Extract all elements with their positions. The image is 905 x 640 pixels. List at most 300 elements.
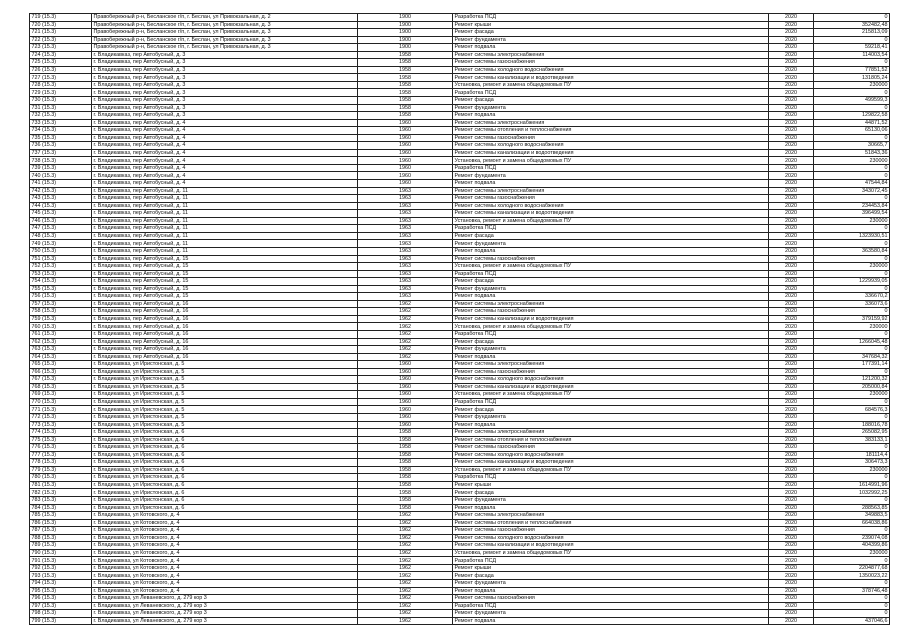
cost-cell: 0 [814,285,890,293]
row-number-cell: 743 (15.3) [30,195,92,203]
table-row [30,323,890,331]
address-cell: г. Владикавказ, пер Автобусный, д. 4 [92,172,358,180]
table-row [30,142,890,150]
plan-year-cell: 2020 [769,14,814,22]
address-cell: Правобережный р-н, Бесланское г/п, г. Беслан, ул Привокзальная, д. 3 [92,36,358,44]
cost-cell: 0 [814,14,890,22]
table-row [30,587,890,595]
row-number-cell: 752 (15.3) [30,263,92,271]
address-cell: г. Владикавказ, ул Котовского, д. 4 [92,527,358,535]
address-cell: г. Владикавказ, пер Автобусный, д. 16 [92,338,358,346]
row-number-cell: 779 (15.3) [30,466,92,474]
work-type-cell: Ремонт фасада [453,338,769,346]
row-number-cell: 796 (15.3) [30,595,92,603]
build-year-cell: 1960 [358,383,453,391]
work-type-cell: Ремонт системы электроснабжения [453,361,769,369]
cost-cell: 121200,32 [814,376,890,384]
build-year-cell: 1960 [358,142,453,150]
table-row [30,338,890,346]
row-number-cell: 791 (15.3) [30,557,92,565]
cost-cell: 396499,54 [814,210,890,218]
work-type-cell: Ремонт подвала [453,247,769,255]
table-row [30,595,890,603]
row-number-cell: 773 (15.3) [30,421,92,429]
table-row [30,89,890,97]
build-year-cell: 1900 [358,29,453,37]
build-year-cell: 1963 [358,195,453,203]
address-cell: г. Владикавказ, пер Автобусный, д. 16 [92,346,358,354]
cost-cell: 336670,2 [814,293,890,301]
row-number-cell: 745 (15.3) [30,210,92,218]
cost-cell: 0 [814,413,890,421]
table-row [30,225,890,233]
cost-cell: 336073,6 [814,300,890,308]
cost-cell: 0 [814,270,890,278]
plan-year-cell: 2020 [769,119,814,127]
work-type-cell: Разработка ПСД [453,330,769,338]
build-year-cell: 1958 [358,51,453,59]
table-row [30,255,890,263]
plan-year-cell: 2020 [769,421,814,429]
table-row [30,81,890,89]
address-cell: г. Владикавказ, ул Иристонская, д. 5 [92,368,358,376]
row-number-cell: 798 (15.3) [30,610,92,618]
cost-cell: 0 [814,240,890,248]
build-year-cell: 1960 [358,164,453,172]
address-cell: г. Владикавказ, пер Автобусный, д. 3 [92,51,358,59]
cost-cell: 265082,95 [814,429,890,437]
cost-cell: 177391,14 [814,361,890,369]
work-type-cell: Ремонт подвала [453,353,769,361]
plan-year-cell: 2020 [769,36,814,44]
row-number-cell: 749 (15.3) [30,240,92,248]
cost-cell: 349883,5 [814,512,890,520]
build-year-cell: 1960 [358,398,453,406]
row-number-cell: 797 (15.3) [30,602,92,610]
work-type-cell: Ремонт системы газоснабжения [453,527,769,535]
build-year-cell: 1958 [358,66,453,74]
address-cell: г. Владикавказ, ул Иристонская, д. 5 [92,421,358,429]
cost-cell: 1614991,96 [814,481,890,489]
build-year-cell: 1960 [358,157,453,165]
build-year-cell: 1958 [358,497,453,505]
address-cell: г. Владикавказ, ул Леваневского, д. 279 кор 3 [92,610,358,618]
plan-year-cell: 2020 [769,270,814,278]
address-cell: г. Владикавказ, ул Иристонская, д. 6 [92,444,358,452]
build-year-cell: 1962 [358,580,453,588]
plan-year-cell: 2020 [769,59,814,67]
cost-cell: 44871,52 [814,119,890,127]
build-year-cell: 1958 [358,436,453,444]
cost-cell: 0 [814,195,890,203]
build-year-cell: 1962 [358,353,453,361]
address-cell: г. Владикавказ, пер Автобусный, д. 4 [92,157,358,165]
work-type-cell: Разработка ПСД [453,398,769,406]
plan-year-cell: 2020 [769,74,814,82]
work-type-cell: Ремонт подвала [453,112,769,120]
work-type-cell: Ремонт фундамента [453,580,769,588]
work-type-cell: Ремонт фундамента [453,104,769,112]
work-type-cell: Ремонт фундамента [453,285,769,293]
plan-year-cell: 2020 [769,51,814,59]
build-year-cell: 1958 [358,97,453,105]
cost-cell: 230000 [814,81,890,89]
table-row [30,293,890,301]
build-year-cell: 1900 [358,36,453,44]
build-year-cell: 1900 [358,44,453,52]
address-cell: г. Владикавказ, ул Котовского, д. 4 [92,587,358,595]
plan-year-cell: 2020 [769,315,814,323]
table-row [30,232,890,240]
work-type-cell: Установка, ремонт и замена общедомовых ПУ [453,81,769,89]
plan-year-cell: 2020 [769,247,814,255]
build-year-cell: 1962 [358,519,453,527]
build-year-cell: 1958 [358,481,453,489]
row-number-cell: 790 (15.3) [30,549,92,557]
row-number-cell: 778 (15.3) [30,459,92,467]
row-number-cell: 764 (15.3) [30,353,92,361]
plan-year-cell: 2020 [769,104,814,112]
build-year-cell: 1960 [358,149,453,157]
plan-year-cell: 2020 [769,398,814,406]
address-cell: г. Владикавказ, пер Автобусный, д. 11 [92,225,358,233]
plan-year-cell: 2020 [769,557,814,565]
plan-year-cell: 2020 [769,481,814,489]
work-type-cell: Ремонт системы электроснабжения [453,512,769,520]
cost-cell: 215813,09 [814,29,890,37]
address-cell: г. Владикавказ, пер Автобусный, д. 16 [92,300,358,308]
plan-year-cell: 2020 [769,285,814,293]
plan-year-cell: 2020 [769,66,814,74]
cost-cell: 0 [814,225,890,233]
build-year-cell: 1962 [358,330,453,338]
work-type-cell: Ремонт системы электроснабжения [453,300,769,308]
plan-year-cell: 2020 [769,564,814,572]
row-number-cell: 795 (15.3) [30,587,92,595]
address-cell: г. Владикавказ, пер Автобусный, д. 11 [92,247,358,255]
address-cell: г. Владикавказ, ул Иристонская, д. 6 [92,481,358,489]
table-row [30,51,890,59]
row-number-cell: 765 (15.3) [30,361,92,369]
table-row [30,527,890,535]
plan-year-cell: 2020 [769,527,814,535]
plan-year-cell: 2020 [769,413,814,421]
address-cell: г. Владикавказ, пер Автобусный, д. 16 [92,330,358,338]
cost-cell: 1323930,51 [814,232,890,240]
cost-cell: 499599,3 [814,97,890,105]
table-row [30,134,890,142]
row-number-cell: 780 (15.3) [30,474,92,482]
cost-cell: 363580,84 [814,247,890,255]
cost-cell: 114003,54 [814,51,890,59]
table-row [30,112,890,120]
cost-cell: 230000 [814,549,890,557]
plan-year-cell: 2020 [769,157,814,165]
plan-year-cell: 2020 [769,210,814,218]
address-cell: г. Владикавказ, ул Иристонская, д. 6 [92,459,358,467]
plan-year-cell: 2020 [769,602,814,610]
plan-year-cell: 2020 [769,142,814,150]
row-number-cell: 786 (15.3) [30,519,92,527]
row-number-cell: 787 (15.3) [30,527,92,535]
table-row [30,459,890,467]
cost-cell: 47544,84 [814,180,890,188]
cost-cell: 188016,78 [814,421,890,429]
cost-cell: 65130,06 [814,127,890,135]
table-row [30,149,890,157]
build-year-cell: 1960 [358,172,453,180]
build-year-cell: 1962 [358,610,453,618]
plan-year-cell: 2020 [769,572,814,580]
cost-cell: 0 [814,398,890,406]
work-type-cell: Ремонт подвала [453,293,769,301]
row-number-cell: 722 (15.3) [30,36,92,44]
plan-year-cell: 2020 [769,549,814,557]
plan-year-cell: 2020 [769,451,814,459]
build-year-cell: 1962 [358,338,453,346]
plan-year-cell: 2020 [769,149,814,157]
build-year-cell: 1962 [358,587,453,595]
work-type-cell: Ремонт фасада [453,29,769,37]
cost-cell: 0 [814,602,890,610]
build-year-cell: 1962 [358,549,453,557]
table-row [30,466,890,474]
address-cell: г. Владикавказ, пер Автобусный, д. 11 [92,240,358,248]
cost-cell: 30665,7 [814,142,890,150]
build-year-cell: 1958 [358,81,453,89]
work-type-cell: Ремонт системы канализации и водоотведения [453,383,769,391]
table-row [30,44,890,52]
cost-cell: 205000,84 [814,383,890,391]
address-cell: г. Владикавказ, пер Автобусный, д. 16 [92,353,358,361]
work-type-cell: Ремонт системы газоснабжения [453,59,769,67]
address-cell: г. Владикавказ, пер Автобусный, д. 11 [92,232,358,240]
table-row [30,240,890,248]
row-number-cell: 770 (15.3) [30,398,92,406]
cost-cell: 0 [814,36,890,44]
work-type-cell: Установка, ремонт и замена общедомовых ПУ [453,263,769,271]
build-year-cell: 1958 [358,74,453,82]
plan-year-cell: 2020 [769,97,814,105]
table-row [30,504,890,512]
build-year-cell: 1963 [358,270,453,278]
cost-cell: 0 [814,368,890,376]
address-cell: г. Владикавказ, пер Автобусный, д. 3 [92,66,358,74]
address-cell: г. Владикавказ, ул Котовского, д. 4 [92,512,358,520]
build-year-cell: 1963 [358,263,453,271]
table-row [30,444,890,452]
row-number-cell: 729 (15.3) [30,89,92,97]
plan-year-cell: 2020 [769,29,814,37]
build-year-cell: 1963 [358,240,453,248]
cost-cell: 0 [814,444,890,452]
build-year-cell: 1958 [358,429,453,437]
work-type-cell: Ремонт системы холодного водоснабжения [453,66,769,74]
row-number-cell: 719 (15.3) [30,14,92,22]
table-row [30,564,890,572]
address-cell: г. Владикавказ, пер Автобусный, д. 4 [92,180,358,188]
row-number-cell: 751 (15.3) [30,255,92,263]
table-row [30,180,890,188]
address-cell: г. Владикавказ, пер Автобусный, д. 15 [92,278,358,286]
plan-year-cell: 2020 [769,255,814,263]
build-year-cell: 1958 [358,504,453,512]
cost-cell: 230000 [814,323,890,331]
build-year-cell: 1960 [358,127,453,135]
address-cell: г. Владикавказ, ул Котовского, д. 4 [92,549,358,557]
row-number-cell: 772 (15.3) [30,413,92,421]
build-year-cell: 1960 [358,413,453,421]
table-row [30,119,890,127]
build-year-cell: 1960 [358,119,453,127]
row-number-cell: 763 (15.3) [30,346,92,354]
plan-year-cell: 2020 [769,368,814,376]
work-type-cell: Ремонт системы отопления и теплоснабжения [453,436,769,444]
plan-year-cell: 2020 [769,134,814,142]
plan-year-cell: 2020 [769,534,814,542]
repair-schedule-table [29,13,890,625]
address-cell: г. Владикавказ, пер Автобусный, д. 11 [92,202,358,210]
row-number-cell: 731 (15.3) [30,104,92,112]
row-number-cell: 775 (15.3) [30,436,92,444]
row-number-cell: 746 (15.3) [30,217,92,225]
cost-cell: 0 [814,497,890,505]
build-year-cell: 1958 [358,459,453,467]
row-number-cell: 758 (15.3) [30,308,92,316]
cost-cell: 0 [814,330,890,338]
build-year-cell: 1960 [358,134,453,142]
cost-cell: 1032992,25 [814,489,890,497]
build-year-cell: 1960 [358,361,453,369]
work-type-cell: Ремонт крыши [453,481,769,489]
build-year-cell: 1962 [358,617,453,625]
address-cell: г. Владикавказ, пер Автобусный, д. 4 [92,134,358,142]
row-number-cell: 750 (15.3) [30,247,92,255]
cost-cell: 0 [814,527,890,535]
work-type-cell: Ремонт системы электроснабжения [453,119,769,127]
address-cell: г. Владикавказ, пер Автобусный, д. 16 [92,315,358,323]
table-row [30,391,890,399]
table-row [30,263,890,271]
table-row [30,300,890,308]
cost-cell: 0 [814,474,890,482]
plan-year-cell: 2020 [769,293,814,301]
work-type-cell: Ремонт системы электроснабжения [453,187,769,195]
build-year-cell: 1962 [358,542,453,550]
build-year-cell: 1962 [358,300,453,308]
row-number-cell: 784 (15.3) [30,504,92,512]
table-row [30,602,890,610]
row-number-cell: 794 (15.3) [30,580,92,588]
build-year-cell: 1962 [358,534,453,542]
plan-year-cell: 2020 [769,180,814,188]
row-number-cell: 777 (15.3) [30,451,92,459]
address-cell: г. Владикавказ, пер Автобусный, д. 15 [92,255,358,263]
plan-year-cell: 2020 [769,308,814,316]
row-number-cell: 736 (15.3) [30,142,92,150]
table-row [30,512,890,520]
cost-cell: 0 [814,59,890,67]
address-cell: Правобережный р-н, Бесланское г/п, г. Беслан, ул Привокзальная, д. 3 [92,29,358,37]
plan-year-cell: 2020 [769,338,814,346]
row-number-cell: 761 (15.3) [30,330,92,338]
work-type-cell: Ремонт подвала [453,180,769,188]
work-type-cell: Ремонт фундамента [453,346,769,354]
table-row [30,534,890,542]
address-cell: г. Владикавказ, пер Автобусный, д. 3 [92,89,358,97]
build-year-cell: 1958 [358,466,453,474]
address-cell: г. Владикавказ, ул Леваневского, д. 279 кор 3 [92,617,358,625]
work-type-cell: Ремонт системы газоснабжения [453,444,769,452]
cost-cell: 0 [814,172,890,180]
table-row [30,315,890,323]
cost-cell: 352482,48 [814,21,890,29]
address-cell: г. Владикавказ, ул Иристонская, д. 5 [92,383,358,391]
plan-year-cell: 2020 [769,81,814,89]
work-type-cell: Установка, ремонт и замена общедомовых ПУ [453,217,769,225]
table-row [30,549,890,557]
build-year-cell: 1962 [358,527,453,535]
work-type-cell: Ремонт системы электроснабжения [453,429,769,437]
build-year-cell: 1960 [358,376,453,384]
cost-cell: 0 [814,104,890,112]
table-row [30,285,890,293]
row-number-cell: 768 (15.3) [30,383,92,391]
address-cell: г. Владикавказ, ул Котовского, д. 4 [92,572,358,580]
address-cell: Правобережный р-н, Бесланское г/п, г. Беслан, ул Привокзальная, д. 2 [92,14,358,22]
address-cell: г. Владикавказ, ул Иристонская, д. 6 [92,474,358,482]
build-year-cell: 1958 [358,489,453,497]
work-type-cell: Ремонт системы газоснабжения [453,595,769,603]
build-year-cell: 1960 [358,406,453,414]
address-cell: г. Владикавказ, пер Автобусный, д. 3 [92,59,358,67]
build-year-cell: 1962 [358,557,453,565]
row-number-cell: 738 (15.3) [30,157,92,165]
address-cell: г. Владикавказ, ул Иристонская, д. 5 [92,361,358,369]
address-cell: г. Владикавказ, ул Котовского, д. 4 [92,580,358,588]
row-number-cell: 776 (15.3) [30,444,92,452]
cost-cell: 2204877,68 [814,564,890,572]
plan-year-cell: 2020 [769,44,814,52]
plan-year-cell: 2020 [769,240,814,248]
build-year-cell: 1963 [358,278,453,286]
table-row [30,14,890,22]
cost-cell: 1229939,05 [814,278,890,286]
row-number-cell: 785 (15.3) [30,512,92,520]
plan-year-cell: 2020 [769,346,814,354]
cost-cell: 379159,92 [814,315,890,323]
work-type-cell: Ремонт системы холодного водоснабжения [453,376,769,384]
row-number-cell: 762 (15.3) [30,338,92,346]
work-type-cell: Ремонт крыши [453,21,769,29]
plan-year-cell: 2020 [769,542,814,550]
row-number-cell: 739 (15.3) [30,164,92,172]
row-number-cell: 781 (15.3) [30,481,92,489]
work-type-cell: Ремонт системы холодного водоснабжения [453,451,769,459]
build-year-cell: 1958 [358,59,453,67]
work-type-cell: Ремонт фундамента [453,610,769,618]
work-type-cell: Ремонт системы холодного водоснабжения [453,142,769,150]
table-row [30,617,890,625]
build-year-cell: 1962 [358,315,453,323]
address-cell: г. Владикавказ, пер Автобусный, д. 3 [92,97,358,105]
cost-cell: 0 [814,164,890,172]
address-cell: г. Владикавказ, пер Автобусный, д. 15 [92,285,358,293]
work-type-cell: Разработка ПСД [453,602,769,610]
row-number-cell: 747 (15.3) [30,225,92,233]
plan-year-cell: 2020 [769,164,814,172]
plan-year-cell: 2020 [769,300,814,308]
